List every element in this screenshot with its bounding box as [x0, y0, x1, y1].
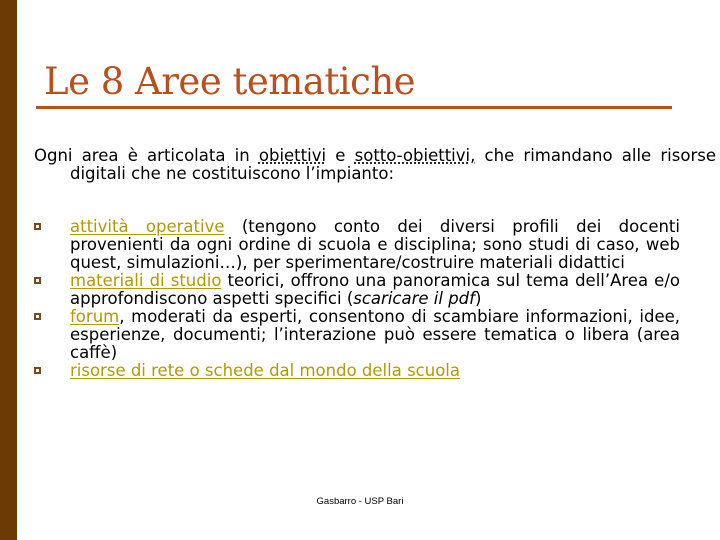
bullet-text-end: )	[474, 289, 482, 308]
intro-paragraph	[34, 147, 716, 183]
list-item-attivita-operative	[34, 218, 680, 272]
slide-footer: Gasbarro - USP Bari	[316, 496, 404, 507]
intro-text-a: Ogni area è articolata in	[34, 146, 259, 165]
list-item-materiali-di-studio	[34, 272, 680, 308]
list-item-risorse-di-rete	[34, 362, 680, 380]
square-bullet-icon	[34, 223, 41, 230]
link-risorse-di-rete[interactable]: risorse di rete o schede dal mondo della scuola	[70, 361, 460, 380]
bullet-text: teorici, offrono una panoramica sul tema dell’Area e/o approfondiscono aspetti specifici (	[70, 271, 680, 308]
link-materiali-di-studio[interactable]: materiali di studio	[70, 271, 222, 290]
intro-text-c: che rimandano alle risorse digitali che ne costituiscono l’impianto:	[70, 146, 716, 183]
bullet-italic-text: scaricare il pdf	[353, 289, 475, 308]
link-forum[interactable]: forum	[70, 307, 120, 326]
resource-list	[34, 218, 680, 380]
link-attivita-operative[interactable]: attività operative	[70, 217, 225, 236]
bullet-text: (tengono conto dei diversi profili dei docenti provenienti da ogni ordine di scuola e disciplina; sono studi di caso, web quest, simulazioni…), per sperimentare/costruire materiali didattici	[70, 217, 680, 272]
intro-term-sotto-obiettivi: sotto-obiettivi,	[354, 146, 476, 165]
bullet-text: , moderati da esperti, consentono di scambiare informazioni, idee, esperienze, documenti; l’interazione può essere tematica o libera (area caffè)	[70, 307, 680, 362]
intro-term-obiettivi: obiettivi	[258, 146, 327, 165]
square-bullet-icon	[34, 277, 41, 284]
square-bullet-icon	[34, 313, 41, 320]
slide-title: Le 8 Aree tematiche	[44, 60, 416, 103]
title-underline-rule	[36, 106, 672, 109]
intro-text-b: e	[326, 146, 355, 165]
list-item-forum	[34, 308, 680, 362]
square-bullet-icon	[34, 367, 41, 374]
left-accent-bar	[0, 0, 17, 540]
